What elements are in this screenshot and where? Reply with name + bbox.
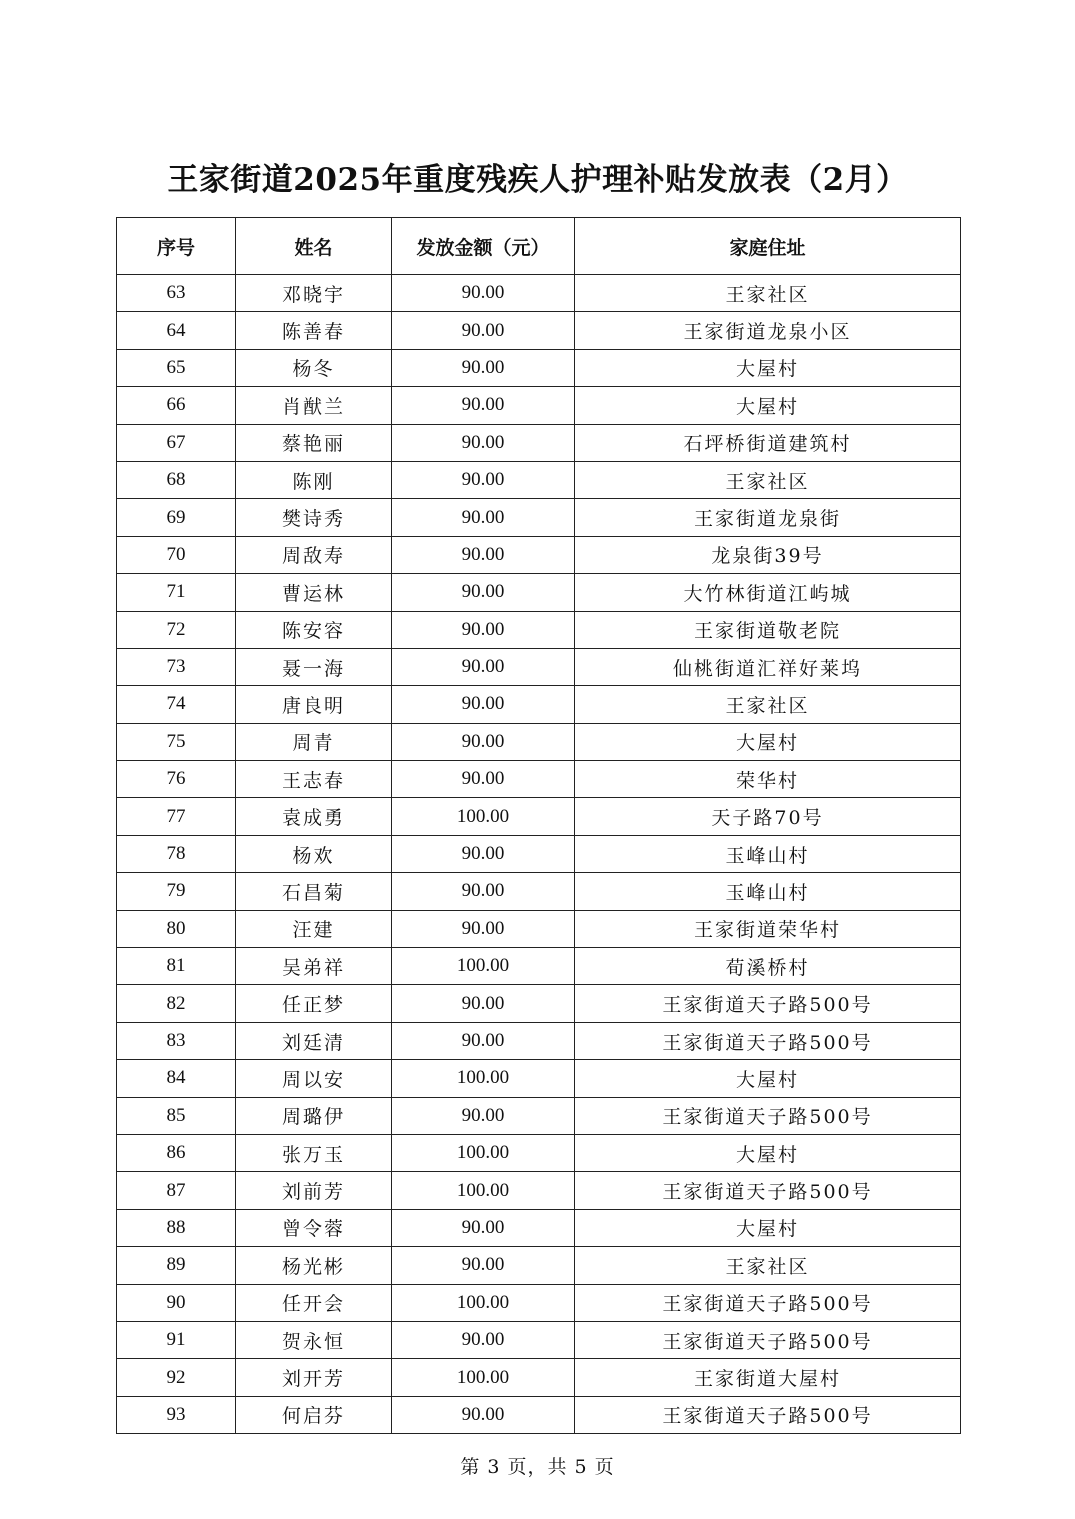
cell-name: 曾令蓉 xyxy=(236,1209,392,1246)
cell-address: 王家社区 xyxy=(575,275,961,312)
cell-address: 王家街道天子路500号 xyxy=(575,1022,961,1059)
table-row xyxy=(117,1247,961,1284)
table-row xyxy=(117,1209,961,1246)
cell-address: 王家街道天子路500号 xyxy=(575,985,961,1022)
cell-name: 樊诗秀 xyxy=(236,499,392,536)
cell-address: 大竹林街道江屿城 xyxy=(575,574,961,611)
cell-number: 89 xyxy=(117,1247,236,1284)
cell-number: 86 xyxy=(117,1134,236,1171)
cell-name: 石昌菊 xyxy=(236,873,392,910)
cell-number: 87 xyxy=(117,1172,236,1209)
cell-number: 85 xyxy=(117,1097,236,1134)
table-row xyxy=(117,387,961,424)
cell-address: 王家街道天子路500号 xyxy=(575,1396,961,1433)
cell-amount: 90.00 xyxy=(392,499,575,536)
cell-name: 陈安容 xyxy=(236,611,392,648)
table-row xyxy=(117,873,961,910)
table-row xyxy=(117,1060,961,1097)
table-row xyxy=(117,611,961,648)
cell-name: 邓晓宇 xyxy=(236,275,392,312)
cell-amount: 90.00 xyxy=(392,349,575,386)
cell-amount: 100.00 xyxy=(392,1060,575,1097)
cell-name: 刘廷清 xyxy=(236,1022,392,1059)
cell-amount: 90.00 xyxy=(392,873,575,910)
cell-name: 吴弟祥 xyxy=(236,948,392,985)
table-row xyxy=(117,1321,961,1358)
cell-number: 71 xyxy=(117,574,236,611)
cell-amount: 90.00 xyxy=(392,835,575,872)
cell-name: 周青 xyxy=(236,723,392,760)
cell-amount: 100.00 xyxy=(392,1284,575,1321)
cell-name: 唐良明 xyxy=(236,686,392,723)
table-row xyxy=(117,1396,961,1433)
cell-address: 石坪桥街道建筑村 xyxy=(575,424,961,461)
cell-number: 63 xyxy=(117,275,236,312)
cell-name: 汪建 xyxy=(236,910,392,947)
cell-amount: 90.00 xyxy=(392,648,575,685)
cell-address: 龙泉街39号 xyxy=(575,536,961,573)
table-row xyxy=(117,275,961,312)
cell-address: 王家社区 xyxy=(575,1247,961,1284)
cell-amount: 90.00 xyxy=(392,686,575,723)
cell-number: 93 xyxy=(117,1396,236,1433)
cell-number: 91 xyxy=(117,1321,236,1358)
cell-address: 王家社区 xyxy=(575,686,961,723)
cell-address: 王家街道荣华村 xyxy=(575,910,961,947)
cell-name: 蔡艳丽 xyxy=(236,424,392,461)
cell-name: 袁成勇 xyxy=(236,798,392,835)
cell-address: 大屋村 xyxy=(575,349,961,386)
column-header-amount: 发放金额（元） xyxy=(392,218,575,275)
cell-number: 76 xyxy=(117,761,236,798)
cell-amount: 90.00 xyxy=(392,536,575,573)
cell-number: 70 xyxy=(117,536,236,573)
cell-name: 何启芬 xyxy=(236,1396,392,1433)
cell-address: 大屋村 xyxy=(575,387,961,424)
cell-name: 贺永恒 xyxy=(236,1321,392,1358)
cell-number: 92 xyxy=(117,1359,236,1396)
cell-address: 王家街道天子路500号 xyxy=(575,1284,961,1321)
cell-amount: 90.00 xyxy=(392,985,575,1022)
cell-address: 天子路70号 xyxy=(575,798,961,835)
cell-amount: 90.00 xyxy=(392,1209,575,1246)
cell-address: 大屋村 xyxy=(575,1134,961,1171)
table-row xyxy=(117,910,961,947)
table-row xyxy=(117,1359,961,1396)
table-row xyxy=(117,835,961,872)
table-row xyxy=(117,648,961,685)
cell-amount: 90.00 xyxy=(392,1396,575,1433)
cell-amount: 100.00 xyxy=(392,798,575,835)
cell-name: 周敌寿 xyxy=(236,536,392,573)
table-row xyxy=(117,798,961,835)
table-row xyxy=(117,536,961,573)
table-row xyxy=(117,948,961,985)
cell-name: 任开会 xyxy=(236,1284,392,1321)
cell-amount: 90.00 xyxy=(392,312,575,349)
table-body xyxy=(117,275,961,1434)
cell-name: 曹运林 xyxy=(236,574,392,611)
cell-name: 陈善春 xyxy=(236,312,392,349)
cell-address: 荣华村 xyxy=(575,761,961,798)
cell-address: 王家社区 xyxy=(575,461,961,498)
cell-address: 玉峰山村 xyxy=(575,873,961,910)
cell-amount: 90.00 xyxy=(392,1247,575,1284)
table-row xyxy=(117,1022,961,1059)
column-header-address: 家庭住址 xyxy=(575,218,961,275)
cell-amount: 90.00 xyxy=(392,1097,575,1134)
cell-number: 81 xyxy=(117,948,236,985)
cell-number: 83 xyxy=(117,1022,236,1059)
cell-amount: 90.00 xyxy=(392,387,575,424)
table-row xyxy=(117,574,961,611)
cell-name: 任正梦 xyxy=(236,985,392,1022)
cell-address: 仙桃街道汇祥好莱坞 xyxy=(575,648,961,685)
cell-amount: 90.00 xyxy=(392,910,575,947)
cell-number: 73 xyxy=(117,648,236,685)
cell-number: 65 xyxy=(117,349,236,386)
table-row xyxy=(117,1134,961,1171)
cell-number: 74 xyxy=(117,686,236,723)
cell-amount: 90.00 xyxy=(392,461,575,498)
cell-address: 玉峰山村 xyxy=(575,835,961,872)
cell-address: 王家街道天子路500号 xyxy=(575,1097,961,1134)
column-header-number: 序号 xyxy=(117,218,236,275)
cell-amount: 90.00 xyxy=(392,611,575,648)
cell-address: 荀溪桥村 xyxy=(575,948,961,985)
table-row xyxy=(117,686,961,723)
cell-name: 刘前芳 xyxy=(236,1172,392,1209)
table-row xyxy=(117,424,961,461)
cell-number: 69 xyxy=(117,499,236,536)
cell-name: 聂一海 xyxy=(236,648,392,685)
cell-address: 王家街道天子路500号 xyxy=(575,1321,961,1358)
cell-number: 72 xyxy=(117,611,236,648)
table-row xyxy=(117,1097,961,1134)
cell-number: 90 xyxy=(117,1284,236,1321)
cell-amount: 90.00 xyxy=(392,1321,575,1358)
cell-amount: 100.00 xyxy=(392,1134,575,1171)
cell-name: 陈刚 xyxy=(236,461,392,498)
cell-address: 大屋村 xyxy=(575,1209,961,1246)
table-header-row xyxy=(117,218,961,275)
cell-name: 张万玉 xyxy=(236,1134,392,1171)
cell-amount: 100.00 xyxy=(392,1359,575,1396)
table-row xyxy=(117,985,961,1022)
cell-name: 杨欢 xyxy=(236,835,392,872)
cell-address: 大屋村 xyxy=(575,723,961,760)
column-header-name: 姓名 xyxy=(236,218,392,275)
cell-amount: 90.00 xyxy=(392,424,575,461)
cell-name: 肖猷兰 xyxy=(236,387,392,424)
cell-number: 64 xyxy=(117,312,236,349)
cell-name: 刘开芳 xyxy=(236,1359,392,1396)
cell-number: 67 xyxy=(117,424,236,461)
subsidy-table xyxy=(116,217,961,1434)
document-title: 王家街道2025年重度残疾人护理补贴发放表（2月） xyxy=(167,162,908,198)
cell-amount: 90.00 xyxy=(392,1022,575,1059)
page-number: 第 3 页，共 5 页 xyxy=(460,1456,615,1478)
cell-number: 79 xyxy=(117,873,236,910)
cell-amount: 90.00 xyxy=(392,761,575,798)
table-row xyxy=(117,723,961,760)
cell-number: 88 xyxy=(117,1209,236,1246)
cell-number: 68 xyxy=(117,461,236,498)
table-row xyxy=(117,499,961,536)
cell-number: 77 xyxy=(117,798,236,835)
cell-number: 82 xyxy=(117,985,236,1022)
cell-name: 周以安 xyxy=(236,1060,392,1097)
cell-number: 84 xyxy=(117,1060,236,1097)
cell-number: 75 xyxy=(117,723,236,760)
cell-address: 王家街道龙泉小区 xyxy=(575,312,961,349)
cell-name: 杨光彬 xyxy=(236,1247,392,1284)
cell-amount: 90.00 xyxy=(392,723,575,760)
table-row xyxy=(117,461,961,498)
cell-name: 周璐伊 xyxy=(236,1097,392,1134)
table-row xyxy=(117,1172,961,1209)
cell-amount: 90.00 xyxy=(392,574,575,611)
table-row xyxy=(117,761,961,798)
cell-number: 78 xyxy=(117,835,236,872)
cell-amount: 100.00 xyxy=(392,948,575,985)
table-row xyxy=(117,312,961,349)
cell-address: 王家街道敬老院 xyxy=(575,611,961,648)
cell-address: 王家街道龙泉街 xyxy=(575,499,961,536)
table-row xyxy=(117,349,961,386)
cell-amount: 90.00 xyxy=(392,275,575,312)
cell-number: 66 xyxy=(117,387,236,424)
cell-amount: 100.00 xyxy=(392,1172,575,1209)
cell-name: 杨冬 xyxy=(236,349,392,386)
cell-number: 80 xyxy=(117,910,236,947)
cell-address: 王家街道天子路500号 xyxy=(575,1172,961,1209)
cell-address: 王家街道大屋村 xyxy=(575,1359,961,1396)
cell-address: 大屋村 xyxy=(575,1060,961,1097)
table-row xyxy=(117,1284,961,1321)
cell-name: 王志春 xyxy=(236,761,392,798)
